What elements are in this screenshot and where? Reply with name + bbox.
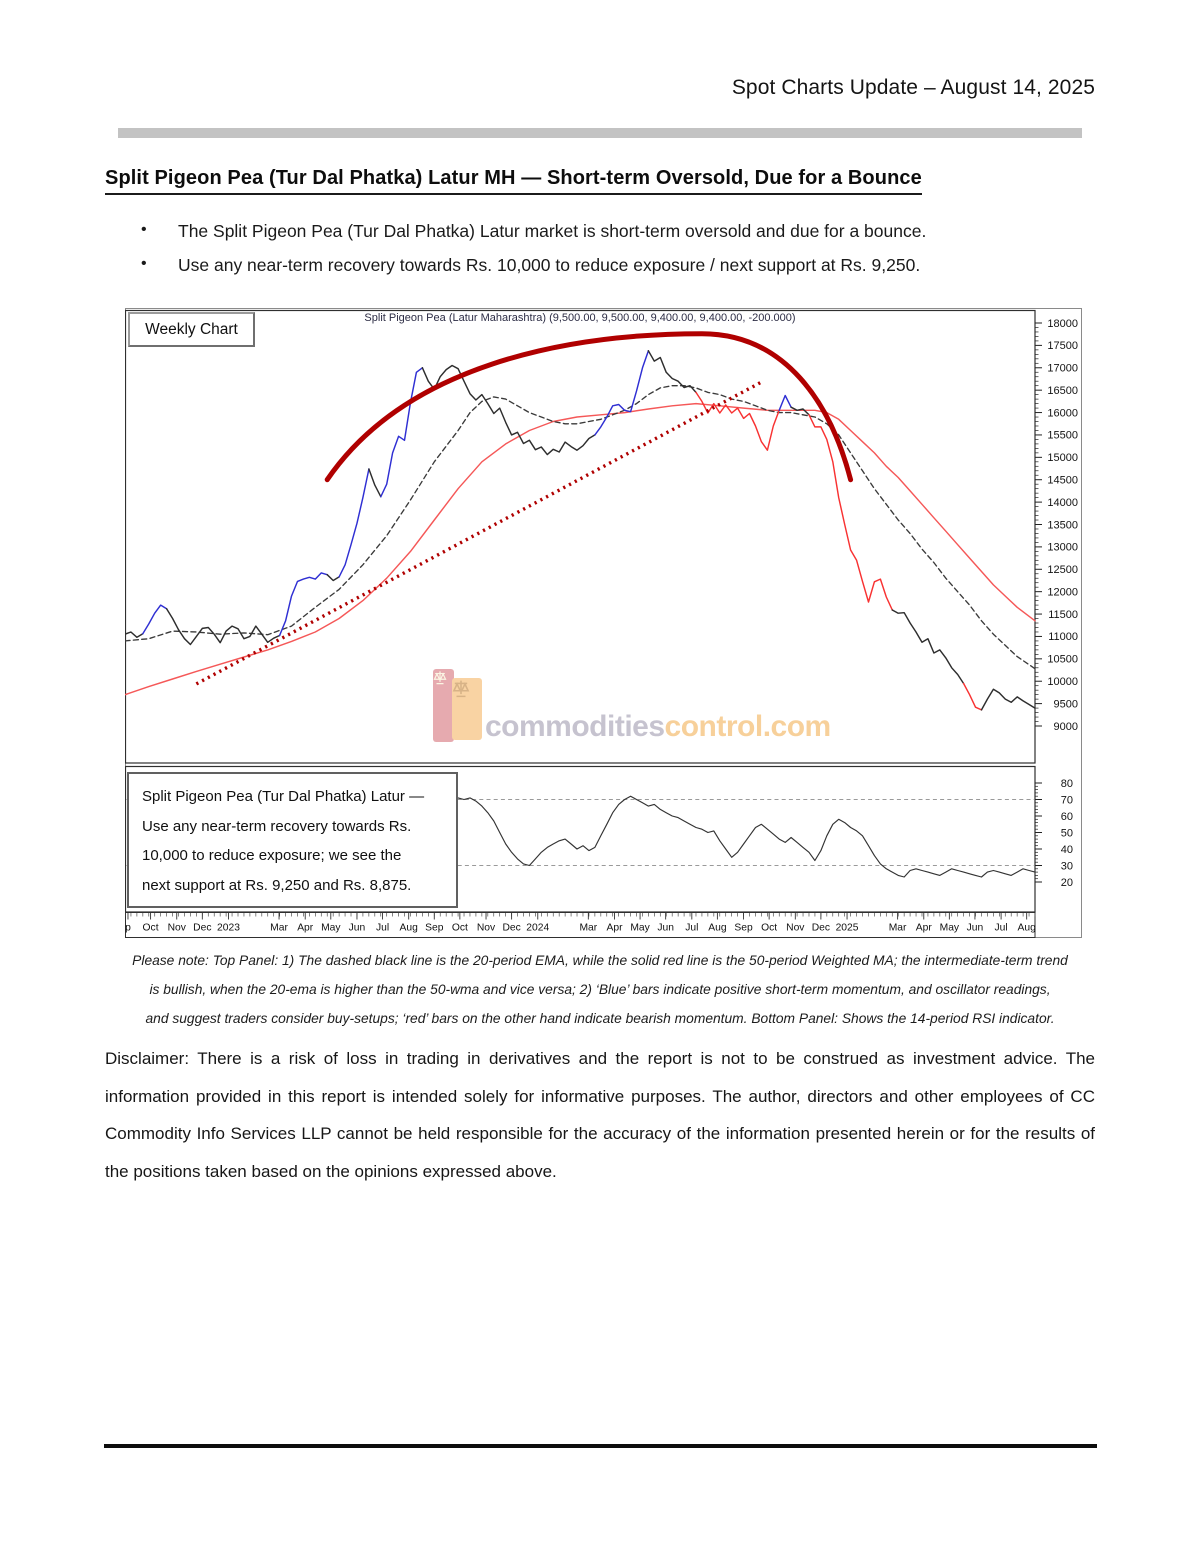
svg-text:2023: 2023 — [217, 922, 240, 934]
svg-text:May: May — [939, 922, 960, 934]
scales-icon — [452, 678, 482, 740]
annotation-line: 10,000 to reduce exposure; we see the — [142, 847, 402, 864]
svg-text:Nov: Nov — [167, 922, 186, 934]
svg-text:80: 80 — [1060, 777, 1073, 790]
footer-rule — [104, 1444, 1097, 1448]
svg-text:15500: 15500 — [1047, 429, 1078, 442]
svg-text:Jun: Jun — [348, 922, 366, 934]
svg-text:40: 40 — [1060, 843, 1073, 856]
svg-text:16000: 16000 — [1047, 407, 1078, 420]
svg-text:Aug: Aug — [708, 922, 727, 934]
svg-text:18000: 18000 — [1047, 317, 1078, 330]
svg-text:17000: 17000 — [1047, 362, 1078, 375]
chart-annotation-box — [127, 772, 458, 908]
disclaimer: Disclaimer: There is a risk of loss in trading in derivatives and the report is not to be construed as investment advice. The information provided in this report is intended solely for informative purposes. The author, directors and other employees of CC Commodity Info Services LLP cannot be held responsible for the accuracy of the information presented herein or for the results of the positions taken based on the opinions expressed above. — [105, 1049, 1095, 1181]
svg-text:20: 20 — [1060, 876, 1073, 889]
svg-text:Apr: Apr — [297, 922, 314, 934]
svg-text:13500: 13500 — [1047, 519, 1078, 532]
svg-text:Oct: Oct — [451, 922, 468, 934]
svg-text:11500: 11500 — [1048, 608, 1078, 621]
svg-text:12500: 12500 — [1047, 564, 1078, 577]
svg-text:17500: 17500 — [1047, 340, 1078, 353]
bullet-text: The Split Pigeon Pea (Tur Dal Phatka) Latur market is short-term oversold and due for a bounce. — [178, 221, 927, 241]
scales-icon — [433, 669, 454, 742]
svg-text:Jun: Jun — [657, 922, 674, 934]
svg-text:Nov: Nov — [476, 922, 496, 934]
footnote-line: and suggest traders consider buy-setups; ‘red’ bars on the other hand indicate bearish momentum. Bottom Panel: Shows the 14-period RSI indicator. — [145, 1011, 1055, 1026]
svg-text:2025: 2025 — [835, 922, 859, 934]
svg-text:Jul: Jul — [685, 922, 699, 934]
page-title: Spot Charts Update – August 14, 2025 — [731, 76, 1095, 99]
footnote-line: Please note: Top Panel: 1) The dashed black line is the 20-period EMA, while the solid red line is the 50-period Weighted MA; the intermediate-term trend — [132, 953, 1068, 968]
bullet-icon: • — [141, 221, 147, 238]
svg-text:11000: 11000 — [1048, 631, 1078, 644]
svg-text:Oct: Oct — [761, 922, 778, 934]
chart-footnote — [105, 946, 1095, 1033]
svg-text:Sep: Sep — [425, 922, 444, 934]
svg-text:10000: 10000 — [1047, 676, 1078, 689]
svg-text:70: 70 — [1060, 794, 1073, 807]
svg-text:Jun: Jun — [966, 922, 984, 934]
chart-figure — [125, 308, 1082, 938]
svg-text:9000: 9000 — [1053, 720, 1078, 733]
svg-text:13000: 13000 — [1047, 541, 1078, 554]
svg-text:50: 50 — [1060, 827, 1073, 840]
footnote-line: is bullish, when the 20-ema is higher than the 50-wma and vice versa; 2) ‘Blue’ bars indicate positive short-term momentum, and oscillator readings, — [149, 982, 1051, 997]
annotation-line: next support at Rs. 9,250 and Rs. 8,875. — [142, 876, 412, 894]
annotation-line: Use any near-term recovery towards Rs. — [142, 817, 412, 835]
svg-text:2024: 2024 — [526, 922, 550, 934]
watermark-text — [485, 710, 831, 744]
svg-text:14000: 14000 — [1047, 496, 1078, 509]
svg-text:16500: 16500 — [1047, 384, 1078, 397]
svg-text:Jul: Jul — [994, 922, 1008, 934]
svg-text:Apr: Apr — [915, 922, 932, 934]
svg-text:10500: 10500 — [1047, 653, 1078, 666]
svg-text:Sep: Sep — [734, 922, 753, 934]
svg-text:p: p — [125, 922, 131, 934]
svg-text:May: May — [630, 922, 650, 934]
timeframe-label: Weekly Chart — [145, 320, 238, 338]
svg-text:Dec: Dec — [193, 922, 212, 934]
svg-text:Apr: Apr — [606, 922, 623, 934]
svg-text:Aug: Aug — [1017, 922, 1036, 934]
svg-text:May: May — [321, 922, 341, 934]
timeframe-label-box — [128, 312, 255, 347]
svg-text:Oct: Oct — [142, 922, 159, 934]
svg-text:Jul: Jul — [375, 922, 390, 934]
svg-text:15000: 15000 — [1047, 452, 1078, 465]
watermark-text-orange: control.com — [664, 710, 831, 743]
bullet-text: Use any near-term recovery towards Rs. 10,000 to reduce exposure / next support at Rs. 9,250. — [178, 255, 921, 275]
section-heading: Split Pigeon Pea (Tur Dal Phatka) Latur MH — Short-term Oversold, Due for a Bounce — [105, 167, 922, 195]
svg-text:Mar: Mar — [579, 922, 598, 934]
bullet-item — [141, 221, 926, 242]
annotation-line: Split Pigeon Pea (Tur Dal Phatka) Latur — — [142, 788, 425, 805]
bullet-item — [141, 255, 920, 276]
svg-text:Dec: Dec — [502, 922, 521, 934]
header-divider — [118, 128, 1082, 138]
watermark-logo — [433, 664, 485, 748]
svg-text:Mar: Mar — [270, 922, 288, 934]
svg-text:Nov: Nov — [786, 922, 805, 934]
svg-text:12000: 12000 — [1047, 586, 1078, 599]
svg-text:30: 30 — [1060, 860, 1073, 873]
chart-title: Split Pigeon Pea (Latur Maharashtra) (9,500.00, 9,500.00, 9,400.00, 9,400.00, -200.000) — [364, 312, 796, 324]
svg-text:14500: 14500 — [1047, 474, 1078, 487]
bullet-icon: • — [141, 255, 147, 272]
watermark-text-gray: commodities — [485, 710, 665, 743]
svg-text:60: 60 — [1060, 810, 1073, 823]
svg-text:Mar: Mar — [888, 922, 907, 934]
watermark — [433, 664, 831, 748]
svg-text:Aug: Aug — [399, 922, 418, 934]
svg-text:9500: 9500 — [1053, 698, 1078, 711]
svg-text:Dec: Dec — [811, 922, 831, 934]
